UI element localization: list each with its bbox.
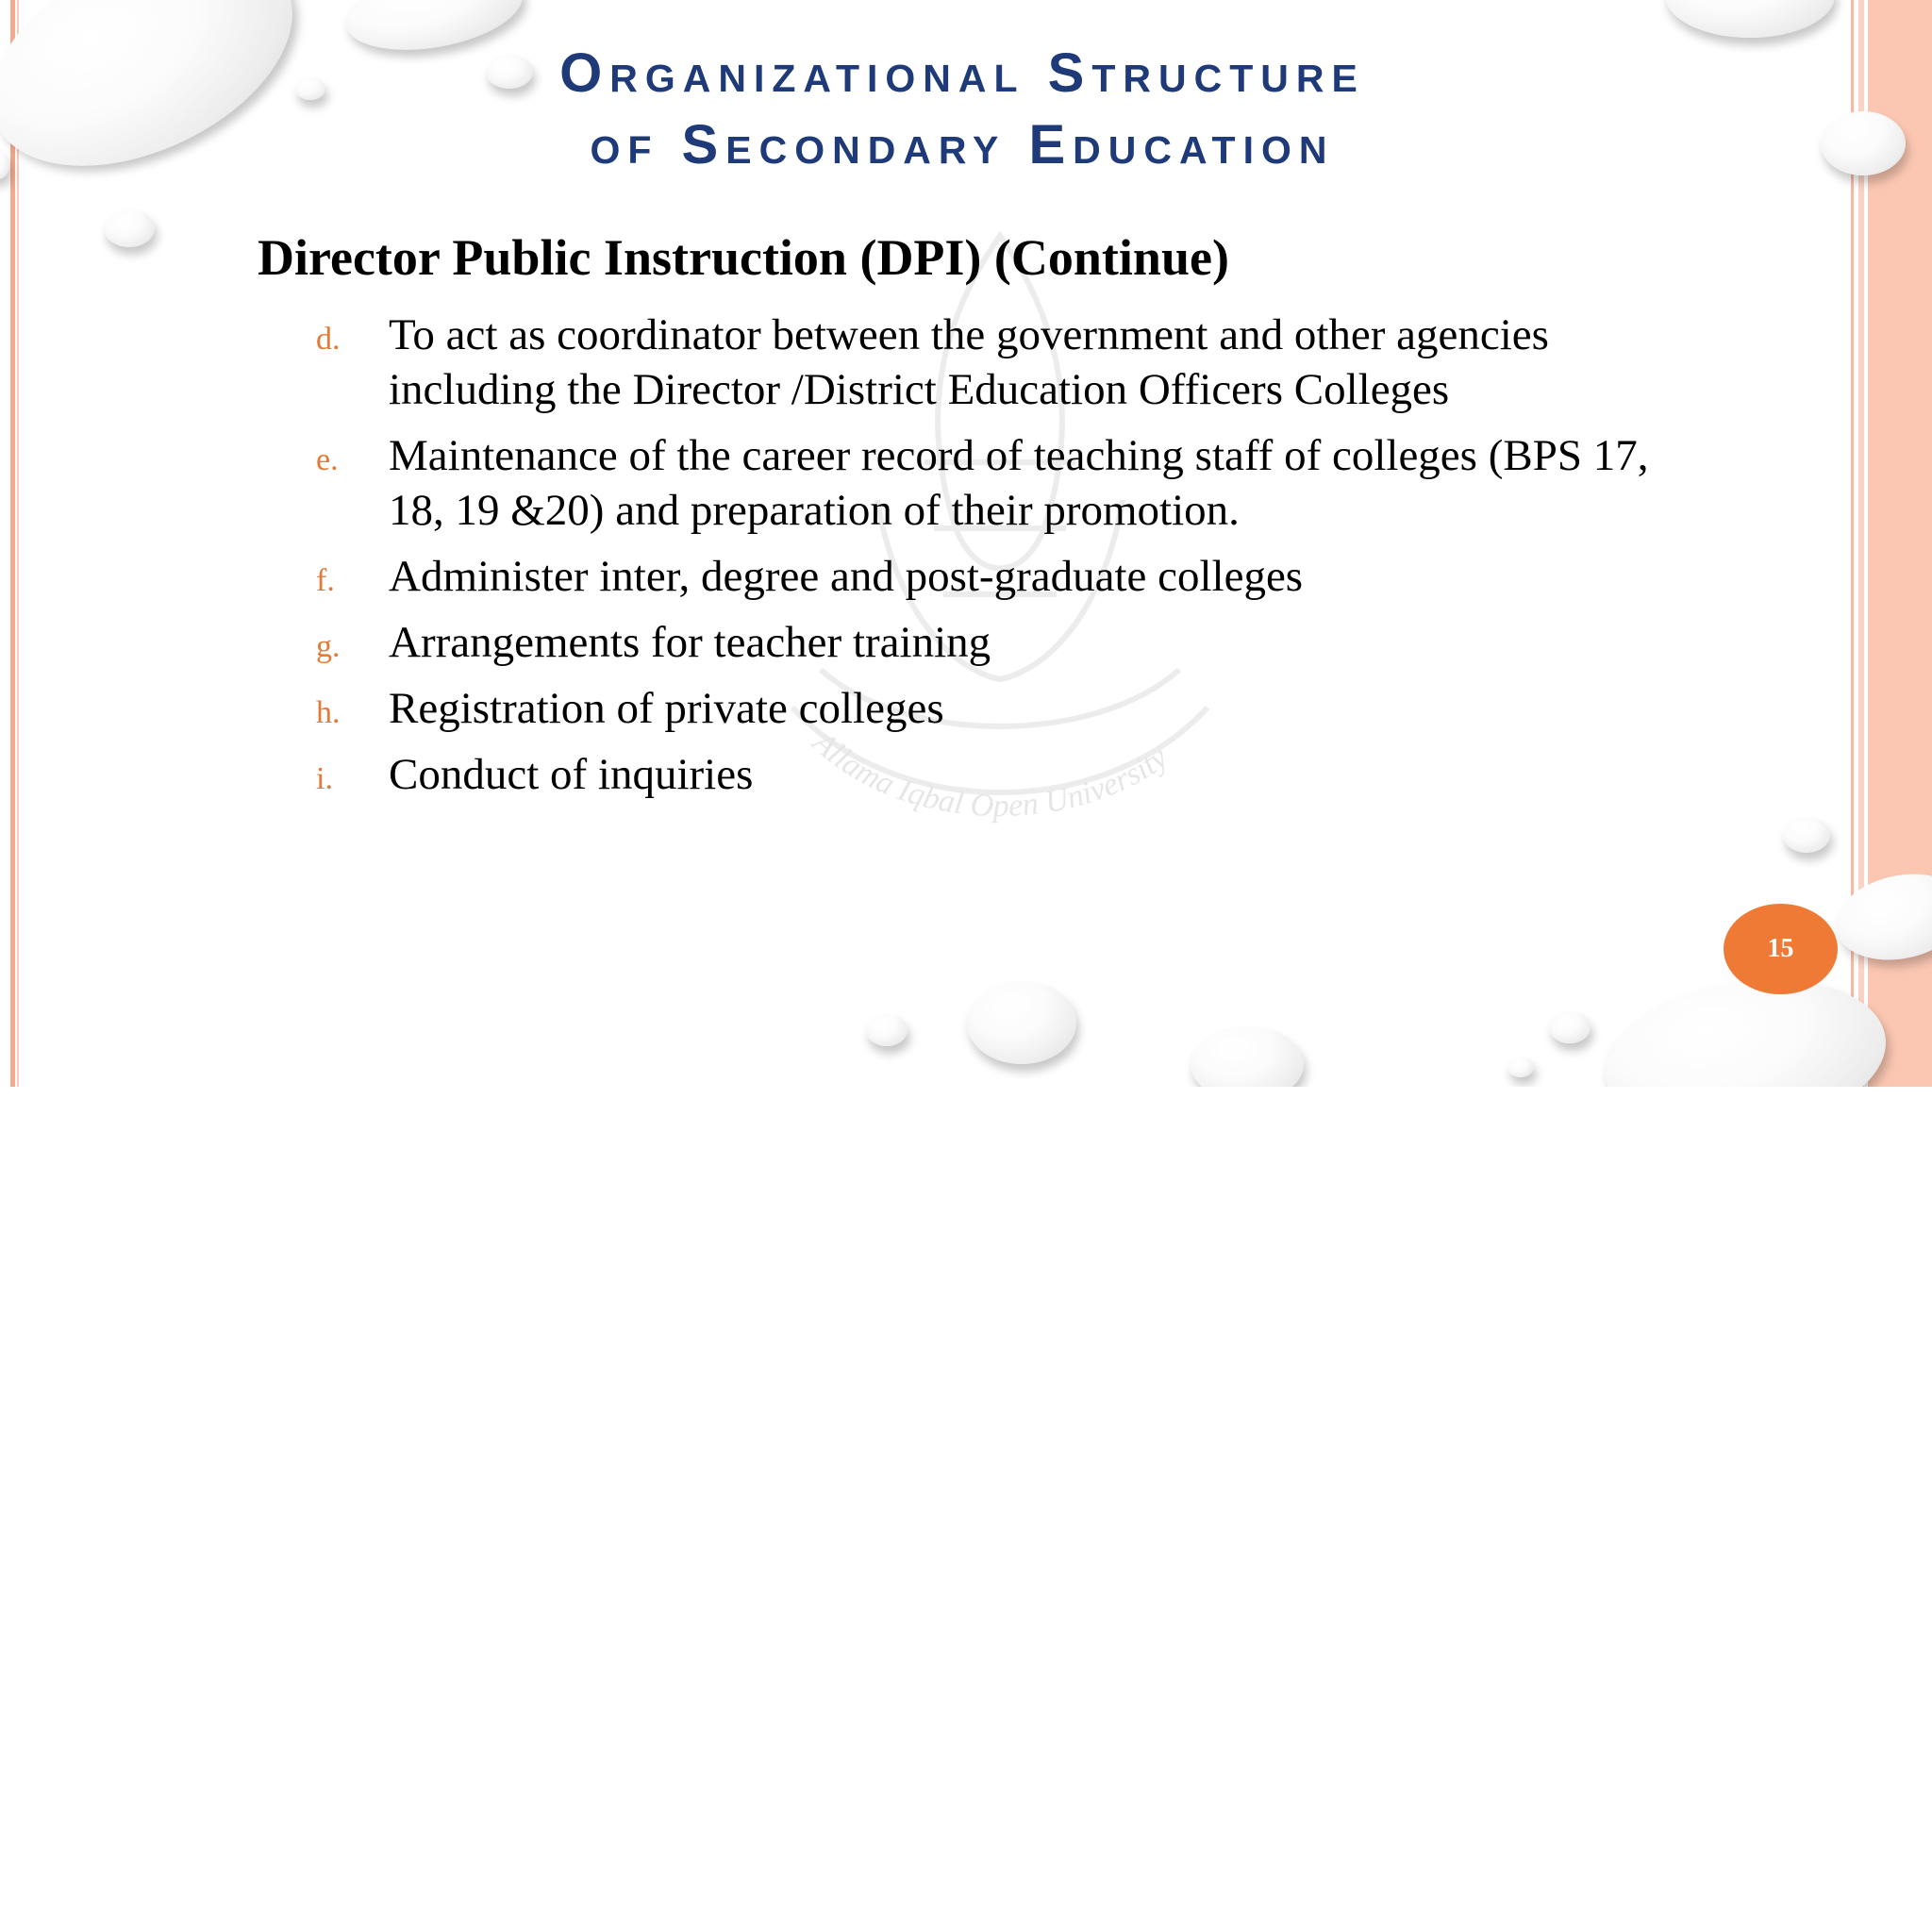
slide-title (396, 38, 1528, 181)
list-marker: d. (316, 322, 341, 357)
responsibility-list (316, 308, 1684, 813)
list-item (316, 747, 1684, 802)
water-drop-decoration (1665, 0, 1835, 38)
list-marker: g. (316, 629, 341, 664)
left-border-line (10, 0, 15, 1087)
list-item-text: Registration of private colleges (389, 684, 944, 733)
water-drop-decoration (1821, 111, 1906, 175)
list-marker: f. (316, 563, 335, 598)
page-number-badge: 15 (1724, 904, 1838, 994)
list-item-text: Arrangements for teacher training (389, 618, 991, 667)
slide-title-line: of Secondary Education (590, 114, 1335, 175)
list-item (316, 549, 1684, 604)
list-item (316, 428, 1684, 538)
list-item (316, 615, 1684, 670)
left-border-line (17, 0, 19, 1087)
list-item-text: Maintenance of the career record of teaching staff of colleges (BPS 17, 18, 19 &20) and preparation of their promotion. (389, 431, 1649, 535)
section-heading: Director Public Instruction (DPI) (Continue) (258, 229, 1229, 286)
list-item-text: Administer inter, degree and post-graduate colleges (389, 552, 1304, 601)
watermark-text: Allama Iqbal Open University (806, 724, 1174, 824)
list-item-text: Conduct of inquiries (389, 750, 754, 799)
water-drop-decoration (0, 151, 9, 179)
list-item-text: To act as coordinator between the government and other agencies including the Director /District Education Officers Colleges (389, 310, 1549, 414)
list-marker: h. (316, 695, 341, 730)
water-drop-decoration (295, 77, 325, 100)
water-drop-decoration (866, 1014, 908, 1046)
list-marker: i. (316, 761, 333, 796)
list-item (316, 681, 1684, 736)
water-drop-decoration (1549, 1011, 1591, 1043)
list-marker: e. (316, 442, 339, 477)
list-item (316, 308, 1684, 417)
water-drop-decoration (967, 981, 1076, 1064)
water-drop-decoration (0, 0, 326, 209)
water-drop-decoration (1783, 817, 1830, 853)
water-drop-decoration (1827, 862, 1932, 971)
slide-title-line: Organizational Structure (559, 42, 1365, 104)
water-drop-decoration (1507, 1057, 1534, 1077)
water-drop-decoration (104, 209, 155, 247)
water-drop-decoration (1191, 1026, 1304, 1087)
